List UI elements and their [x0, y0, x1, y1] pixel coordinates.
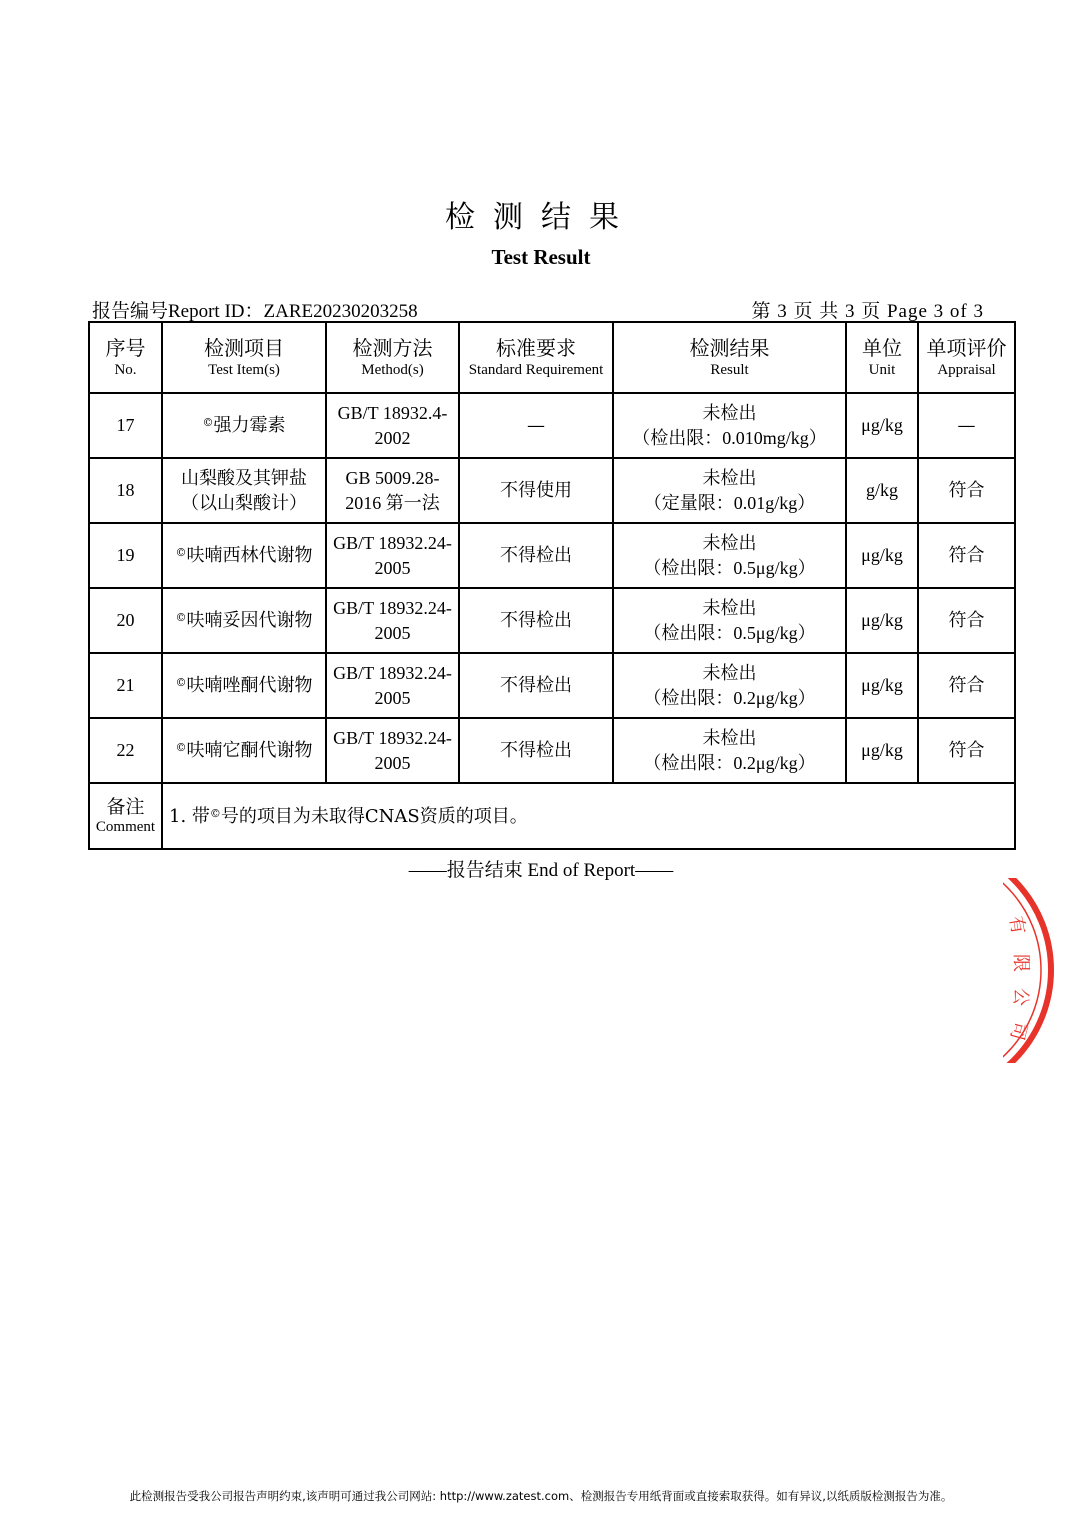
- seal-char: 司: [1005, 1019, 1031, 1043]
- test-item-name: 强力霉素: [213, 415, 286, 436]
- header-label-cn: 检测结果: [689, 336, 770, 360]
- row-no: [89, 393, 162, 458]
- standard-requirement: 不得检出: [500, 675, 572, 696]
- table-row: [89, 718, 1015, 783]
- comment-label: [89, 783, 162, 849]
- row-no-value: 20: [116, 610, 135, 630]
- copyright-mark-icon: ©: [202, 416, 214, 429]
- row-appraisal: [918, 393, 1015, 458]
- header-label-cn: 单位: [862, 336, 902, 360]
- standard-requirement: 不得检出: [500, 610, 572, 631]
- header-label-en: Test Item(s): [208, 362, 280, 378]
- results-table: [88, 321, 1016, 850]
- comment-label-en: Comment: [95, 819, 156, 835]
- header-label-en: Unit: [868, 362, 896, 378]
- header-requirement: [459, 322, 613, 393]
- seal-icon: [1003, 878, 1063, 1063]
- table-header-row: [89, 322, 1015, 393]
- header-label-cn: 标准要求: [496, 336, 576, 360]
- header-result: [613, 322, 846, 393]
- table-row: [89, 458, 1015, 523]
- header-appraisal: [918, 322, 1015, 393]
- row-result: [613, 393, 846, 458]
- header-method: [326, 322, 459, 393]
- page-number: 第 3 页 共 3 页 Page 3 of 3: [751, 301, 984, 322]
- report-id: 报告编号Report ID：ZARE20230203258: [92, 301, 418, 322]
- seal-char: 有: [1004, 914, 1029, 936]
- row-item: [162, 393, 326, 458]
- detection-limit: （检出限：0.5μg/kg）: [643, 622, 816, 643]
- header-item: [162, 322, 326, 393]
- detection-limit: （检出限：0.2μg/kg）: [643, 687, 816, 708]
- company-seal-stamp: [1003, 878, 1063, 1063]
- test-method: GB 5009.28-2016 第一法: [345, 467, 440, 513]
- row-method: [326, 653, 459, 718]
- comment-text: [162, 783, 1015, 849]
- row-item: [162, 588, 326, 653]
- row-unit: [846, 458, 918, 523]
- row-appraisal: [918, 718, 1015, 783]
- test-item-name: 呋喃妥因代谢物: [186, 610, 313, 631]
- row-unit: [846, 653, 918, 718]
- table-row: [89, 523, 1015, 588]
- row-no-value: 19: [116, 545, 135, 565]
- header-label-cn: 序号: [105, 336, 146, 360]
- row-no: [89, 458, 162, 523]
- comment-prefix: 1. 带: [169, 805, 210, 827]
- appraisal-value: 符合: [948, 610, 985, 631]
- unit-value: μg/kg: [861, 545, 903, 565]
- appraisal-value: 符合: [948, 480, 985, 501]
- unit-value: μg/kg: [861, 740, 903, 760]
- result-value: 未检出: [702, 402, 757, 424]
- row-requirement: [459, 458, 613, 523]
- appraisal-value: 符合: [948, 545, 985, 566]
- detection-limit: （检出限：0.5μg/kg）: [643, 557, 816, 578]
- appraisal-value: —: [957, 415, 976, 436]
- header-label-cn: 检测方法: [352, 336, 433, 360]
- seal-char: 公: [1009, 987, 1032, 1007]
- copyright-mark-icon: ©: [175, 676, 187, 689]
- row-unit: [846, 588, 918, 653]
- footer-disclaimer: 此检测报告受我公司报告声明约束,该声明可通过我公司网站: http://www.zatest.com、检测报告专用纸背面或直接索取获得。如有异议,以纸质版检测报告为准。: [129, 1489, 953, 1503]
- row-no: [89, 718, 162, 783]
- table-row: [89, 653, 1015, 718]
- seal-char: 限: [1010, 954, 1031, 972]
- row-unit: [846, 718, 918, 783]
- table-row: [89, 588, 1015, 653]
- copyright-mark-icon: ©: [175, 741, 187, 754]
- unit-value: μg/kg: [861, 415, 903, 435]
- row-method: [326, 718, 459, 783]
- row-requirement: [459, 393, 613, 458]
- row-result: [613, 653, 846, 718]
- header-label-en: Method(s): [361, 362, 424, 378]
- copyright-mark-icon: ©: [209, 806, 221, 820]
- test-method: GB/T 18932.24-2005: [333, 662, 452, 708]
- test-method: GB/T 18932.4-2002: [337, 402, 448, 448]
- copyright-mark-icon: ©: [175, 546, 187, 559]
- row-no-value: 17: [116, 415, 135, 435]
- row-item: [162, 523, 326, 588]
- row-appraisal: [918, 588, 1015, 653]
- standard-requirement: 不得检出: [500, 545, 572, 566]
- row-no-value: 18: [116, 480, 135, 500]
- row-appraisal: [918, 523, 1015, 588]
- test-item-name: 呋喃唑酮代谢物: [186, 675, 313, 696]
- row-item: [162, 458, 326, 523]
- header-label-en: Standard Requirement: [468, 362, 604, 378]
- row-result: [613, 718, 846, 783]
- row-result: [613, 588, 846, 653]
- result-value: 未检出: [702, 727, 757, 749]
- row-method: [326, 588, 459, 653]
- comment-label-cn: 备注: [106, 796, 145, 818]
- header-label-en: Result: [710, 362, 749, 378]
- unit-value: μg/kg: [861, 675, 903, 695]
- standard-requirement: 不得检出: [500, 740, 572, 761]
- result-value: 未检出: [702, 662, 757, 684]
- copyright-mark-icon: ©: [175, 611, 187, 624]
- row-method: [326, 458, 459, 523]
- standard-requirement: —: [527, 415, 545, 436]
- unit-value: g/kg: [865, 480, 898, 500]
- row-result: [613, 523, 846, 588]
- appraisal-value: 符合: [948, 675, 985, 696]
- row-method: [326, 393, 459, 458]
- row-unit: [846, 393, 918, 458]
- result-value: 未检出: [702, 467, 757, 489]
- row-no: [89, 588, 162, 653]
- row-item: [162, 718, 326, 783]
- row-appraisal: [918, 458, 1015, 523]
- row-requirement: [459, 718, 613, 783]
- row-no-value: 22: [116, 740, 135, 760]
- test-item-name: 呋喃它酮代谢物: [186, 740, 313, 761]
- end-of-report: ——报告结束 End of Report——: [408, 860, 674, 881]
- result-value: 未检出: [702, 532, 757, 554]
- row-method: [326, 523, 459, 588]
- test-item-name: 山梨酸及其钾盐（以山梨酸计）: [181, 467, 307, 514]
- comment-suffix: 号的项目为未取得CNAS资质的项目。: [220, 805, 528, 827]
- test-method: GB/T 18932.24-2005: [333, 597, 452, 643]
- header-unit: [846, 322, 918, 393]
- table-row: [89, 393, 1015, 458]
- header-label-en: Appraisal: [937, 362, 996, 378]
- row-no: [89, 653, 162, 718]
- detection-limit: （定量限：0.01g/kg）: [643, 492, 816, 513]
- page-title-en: Test Result: [491, 245, 591, 269]
- row-appraisal: [918, 653, 1015, 718]
- detection-limit: （检出限：0.010mg/kg）: [632, 427, 827, 448]
- row-requirement: [459, 653, 613, 718]
- standard-requirement: 不得使用: [500, 480, 572, 501]
- page-title-cn: 检测结果: [445, 200, 637, 235]
- result-value: 未检出: [702, 597, 757, 619]
- row-requirement: [459, 588, 613, 653]
- row-result: [613, 458, 846, 523]
- header-label-cn: 单项评价: [926, 336, 1007, 360]
- detection-limit: （检出限：0.2μg/kg）: [643, 752, 816, 773]
- header-label-en: No.: [114, 362, 137, 378]
- header-no: [89, 322, 162, 393]
- appraisal-value: 符合: [948, 740, 985, 761]
- row-no-value: 21: [116, 675, 135, 695]
- test-method: GB/T 18932.24-2005: [333, 532, 452, 578]
- test-item-name: 呋喃西林代谢物: [186, 545, 313, 566]
- row-requirement: [459, 523, 613, 588]
- unit-value: μg/kg: [861, 610, 903, 630]
- comment-row: [89, 783, 1015, 849]
- test-method: GB/T 18932.24-2005: [333, 727, 452, 773]
- row-item: [162, 653, 326, 718]
- header-label-cn: 检测项目: [204, 336, 284, 360]
- row-unit: [846, 523, 918, 588]
- row-no: [89, 523, 162, 588]
